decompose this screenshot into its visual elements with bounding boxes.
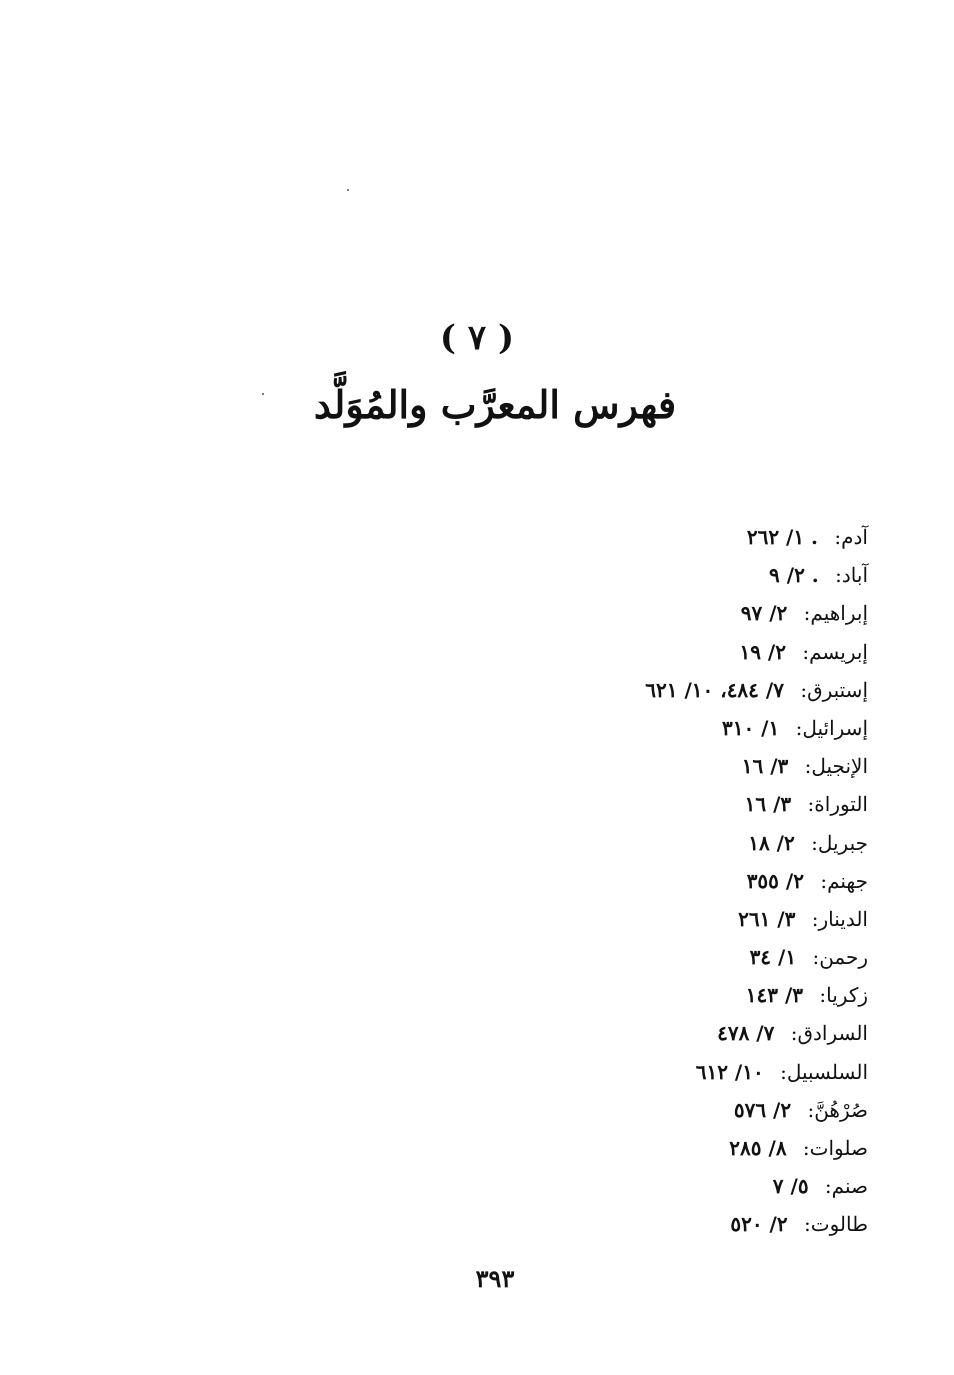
entry-term: جهنم [827, 868, 868, 893]
entry-term: صنم [831, 1174, 868, 1199]
entry-separator: : [807, 792, 815, 817]
entry-reference: ٢/ ١٩ [739, 639, 786, 664]
entry-separator: : [834, 525, 842, 549]
entry-term: الإنجيل [811, 754, 868, 779]
entry-reference: ١/ ٣٤ [749, 945, 797, 970]
entry-reference: ١/ ٢٦٢ . [746, 525, 819, 549]
scan-speck [347, 189, 349, 191]
index-entry [645, 747, 868, 785]
entry-term: السرادق [797, 1021, 868, 1046]
entry-term: إبراهيم [810, 601, 868, 626]
chapter-title: فهرس المعرَّب والمُوَلَّد [313, 382, 677, 427]
index-entry [645, 518, 868, 556]
index-entry [645, 976, 868, 1014]
entry-term: التوراة [814, 792, 868, 817]
entry-reference: ٣/ ١٦ [744, 792, 792, 817]
index-entry [645, 1014, 868, 1052]
entry-reference: ٢/ ١٨ [748, 830, 795, 855]
index-entry [645, 1205, 868, 1243]
entry-term: صلوات [809, 1136, 868, 1160]
entry-separator: : [804, 754, 812, 779]
entry-reference: ٢/ ٣٥٥ [746, 868, 804, 893]
entry-reference: ١٠/ ٦١٢ [695, 1059, 764, 1084]
entry-separator: : [811, 830, 818, 855]
entry-term: إبريسم [809, 639, 868, 664]
entry-reference: ٧/ ٤٨٤، ١٠/ ٦٢١ [645, 677, 784, 702]
index-entry [645, 862, 868, 900]
entry-separator: : [820, 868, 828, 893]
entry-reference: ٣/ ٢٦١ [738, 906, 796, 931]
entry-term: آباد [841, 563, 868, 588]
index-list [645, 518, 868, 1244]
entry-term: الدينار [818, 906, 868, 931]
entry-term: إسرائيل [802, 715, 868, 740]
entry-separator: : [803, 601, 811, 626]
entry-separator: : [780, 1059, 787, 1084]
entry-reference: ٢/ ٥٧٦ [733, 1097, 792, 1122]
entry-reference: ٨/ ٢٨٥ [729, 1136, 787, 1160]
entry-reference: ٣/ ١٤٣ [745, 983, 804, 1008]
entry-separator: : [811, 906, 819, 931]
page-number: ٣٩٣ [475, 1264, 515, 1293]
index-entry [645, 633, 868, 671]
entry-separator: : [807, 1097, 815, 1122]
entry-reference: ٧/ ٤٧٨ [717, 1021, 775, 1046]
entry-reference: ٥/ ٧ [772, 1174, 809, 1199]
index-entry [645, 709, 868, 747]
entry-separator: : [835, 563, 842, 588]
index-entry [645, 938, 868, 976]
chapter-number: ( ٧ ) [439, 318, 515, 358]
index-entry [645, 900, 868, 938]
index-entry [645, 1167, 868, 1205]
entry-reference: ١/ ٣١٠ [721, 715, 780, 740]
entry-term: رحمن [819, 945, 868, 970]
entry-separator: : [802, 639, 810, 664]
entry-reference: ٢/ ٥٢٠ [730, 1212, 788, 1237]
entry-separator: : [803, 1212, 811, 1237]
index-entry [645, 594, 868, 632]
entry-separator: : [819, 983, 827, 1008]
entry-separator: : [802, 1136, 810, 1160]
entry-separator: : [800, 677, 808, 702]
entry-reference: ٣/ ١٦ [741, 754, 789, 779]
index-entry [645, 785, 868, 823]
entry-term: السلسبيل [786, 1059, 868, 1084]
entry-separator: : [795, 715, 803, 740]
entry-term: طالوت [810, 1212, 868, 1237]
entry-term: جبريل [817, 830, 868, 855]
index-entry [645, 556, 868, 594]
entry-reference: ٢/ ٩ . [769, 563, 819, 588]
entry-separator: : [790, 1021, 798, 1046]
index-entry [645, 1129, 868, 1167]
entry-separator: : [812, 945, 820, 970]
entry-reference: ٢/ ٩٧ [740, 601, 788, 626]
entry-separator: : [824, 1174, 832, 1199]
index-entry [645, 671, 868, 709]
index-entry [645, 1053, 868, 1091]
entry-term: آدم [841, 525, 868, 549]
index-entry [645, 824, 868, 862]
index-entry [645, 1091, 868, 1129]
entry-term: إستبرق [807, 677, 868, 702]
entry-term: صُرْهُنَّ [814, 1097, 868, 1122]
entry-term: زكريا [826, 983, 868, 1008]
